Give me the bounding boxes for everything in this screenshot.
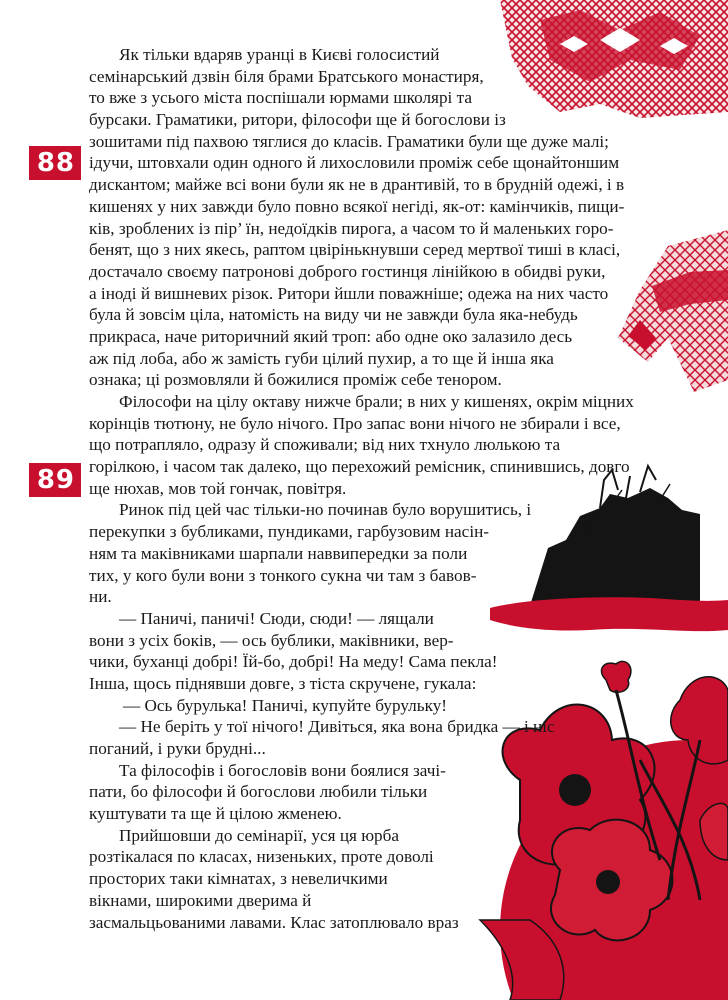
text-line: вони з усіх боків, — ось бублики, маківники, вер- [89, 630, 454, 650]
text-line: поганий, і руки брудні... [89, 739, 266, 758]
text-line: Інша, щось піднявши довге, з тіста скручене, гукала: [89, 673, 477, 693]
text-line: Та філософів і богословів вони боялися зачі- [119, 760, 446, 780]
text-line: то вже з усього міста поспішали юрмами школярі та [89, 88, 472, 108]
text-line: пати, бо філософи й богослови любили тільки [89, 782, 428, 802]
text-line: дискантом; майже всі вони були як не в дрантивій, то в брудній одежі, і в [89, 175, 625, 195]
text-line: вікнами, широкими дверима й [89, 890, 312, 910]
text-line: ознака; ці розмовляли й божилися проміж себе тенором. [89, 370, 502, 390]
text-line: зошитами під пахвою тяглися до класів. Граматики були ще дуже малі; [89, 131, 609, 151]
text-line: засмальцьованими лавами. Клас затоплювало враз [89, 912, 459, 932]
text-line: — Ось бурулька! Паничі, купуйте бурульку! [123, 695, 448, 715]
text-line: бенят, що з них якесь, раптом цвірінькнувши серед мертвої тиші в класі, [89, 240, 621, 260]
text-line: перекупки з бубликами, пундиками, гарбузовим насін- [89, 522, 490, 542]
text-line: корінців тютюну, не було нічого. Про запас вони нічого не збирали і все, [89, 413, 621, 433]
body-text [89, 44, 699, 933]
text-line: ків, зроблених із пір’ їн, недоїдків пирога, а часом то й маленьких горо- [89, 218, 614, 238]
text-line: Як тільки вдаряв уранці в Києві голосистий [119, 45, 440, 64]
text-line: бурсаки. Граматики, ритори, філософи ще й богослови із [89, 110, 506, 130]
page-number-88: 88 [29, 146, 81, 180]
text-line: була й зовсім ціла, натомість на виду чи не завжди була яка-небудь [89, 305, 578, 325]
text-line: тих, у кого були вони з тонкого сукна чи там з бавов- [89, 565, 477, 585]
text-line: чики, буханці добрі! Їй-бо, добрі! На меду! Сама пекла! [89, 652, 498, 672]
text-line: а іноді й вишневих різок. Ритори йшли поважніше; одежа на них часто [89, 283, 609, 303]
text-line: прикраса, наче риторичний який троп: або одне око залазило десь [89, 326, 573, 346]
text-line: що потрапляло, одразу й споживали; від них тхнуло люлькою та [89, 435, 561, 455]
text-line: семінарський дзвін біля брами Братського монастиря, [89, 66, 484, 86]
text-line: ни. [89, 587, 112, 607]
text-line: ням та маківниками шарпали наввипередки за поли [89, 543, 468, 563]
text-line: Філософи на цілу октаву нижче брали; в них у кишенях, окрім міцних [119, 392, 634, 411]
page-number-89: 89 [29, 463, 81, 497]
text-line: Прийшовши до семінарії, уся ця юрба [119, 825, 400, 845]
text-line: ще нюхав, мов той гончак, повітря. [89, 478, 347, 498]
text-line: горілкою, і часом так далеко, що перехожий ремісник, спинившись, довго [89, 457, 630, 477]
text-line: просторих таки кімнатах, з невеличкими [89, 869, 388, 889]
text-line: — Паничі, паничі! Сюди, сюди! — лящали [119, 608, 434, 628]
text-line: — Не беріть у тої нічого! Дивіться, яка вона бридка — і ніс [119, 717, 555, 737]
text-line: куштувати та ще й цілою жменею. [89, 804, 342, 824]
text-line: достачало своєму патронові доброго гостинця лінійкою в обидві руки, [89, 261, 606, 281]
text-line: ідучи, штовхали один одного й лихословили проміж себе щонайтоншим [89, 153, 620, 173]
text-line: розтікалася по класах, низеньких, проте доволі [89, 847, 434, 867]
text-line: аж під лоба, або ж замість губи цілий пухир, а то ще й інша яка [89, 348, 554, 368]
text-line: Ринок під цей час тільки-но починав було ворушитись, і [119, 500, 532, 520]
text-line: кишенях у них завжди було повно всякої негіді, як-от: камінчиків, пищи- [89, 196, 625, 216]
